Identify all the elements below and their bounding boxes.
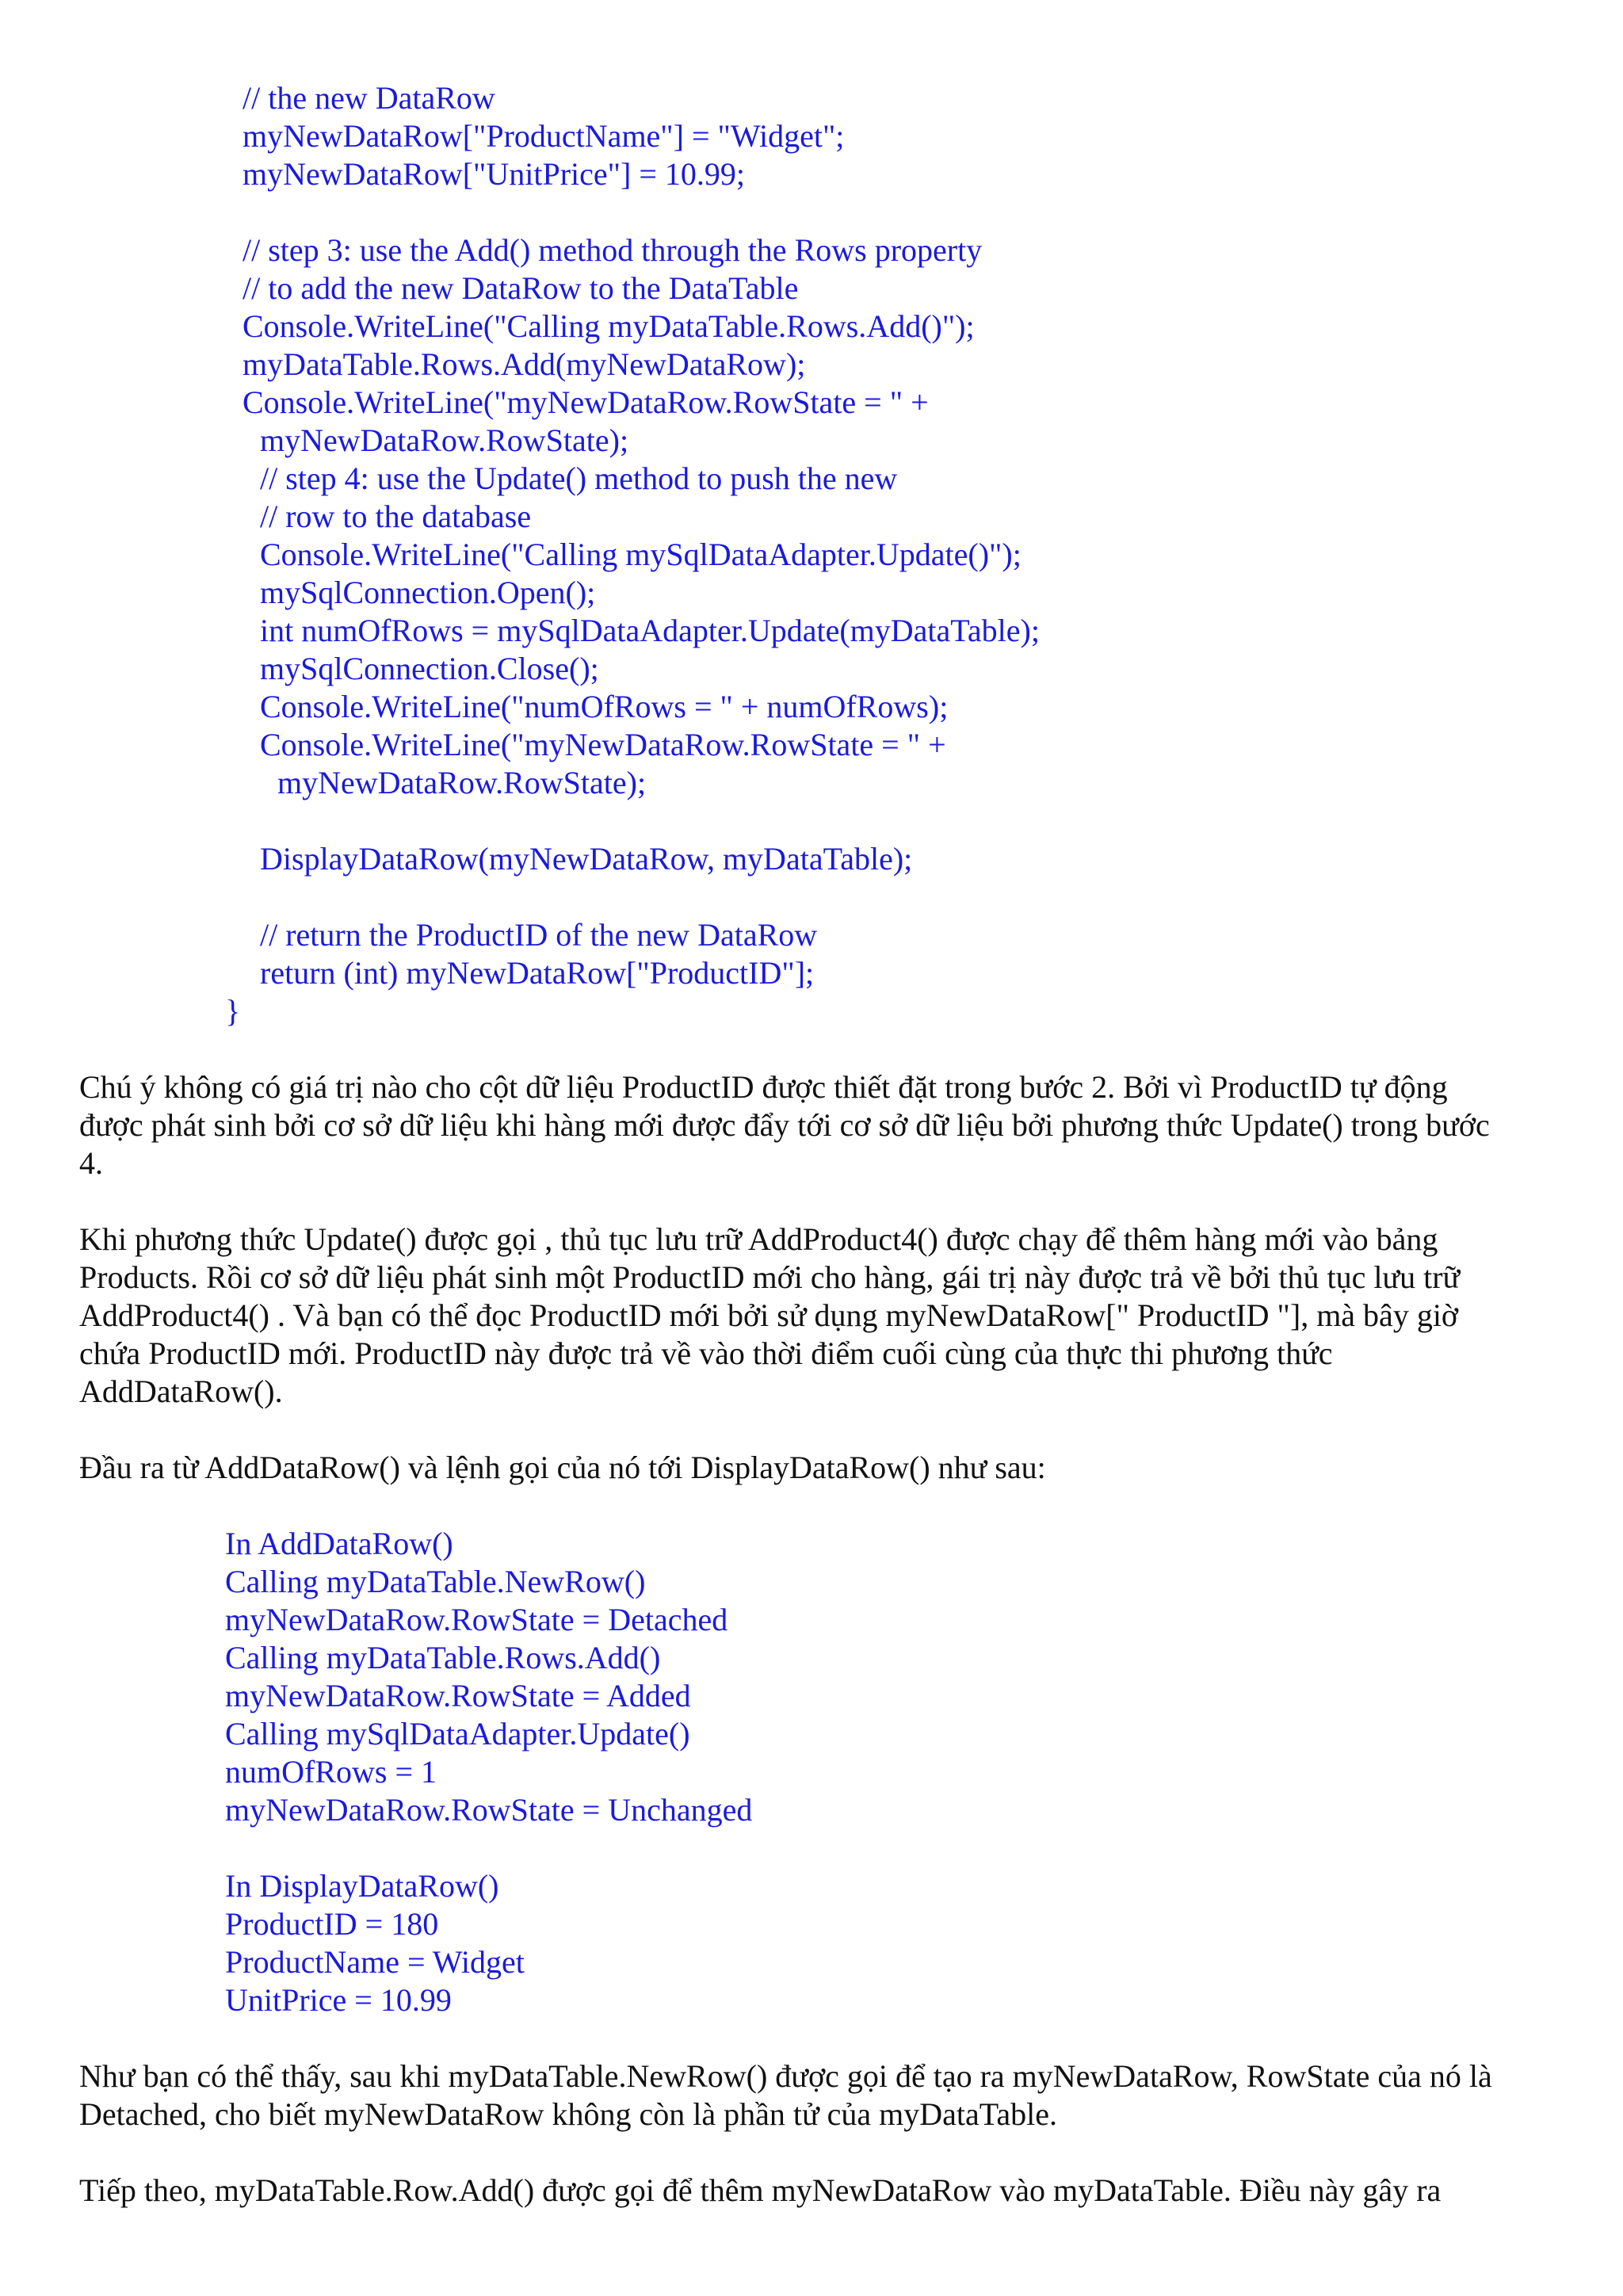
code-line: Console.WriteLine("Calling myDataTable.Rows.Add()"); xyxy=(242,308,975,344)
code-line: // to add the new DataRow to the DataTable xyxy=(242,270,799,306)
text-line: Như bạn có thể thấy, sau khi myDataTable.NewRow() được gọi để tạo ra myNewDataRow, RowState của nó là xyxy=(79,2058,1492,2094)
code-line: // the new DataRow xyxy=(242,80,495,116)
text-line: AddProduct4() . Và bạn có thể đọc ProductID mới bởi sử dụng myNewDataRow[" ProductID "], mà bây giờ xyxy=(79,1297,1459,1333)
text-line: Khi phương thức Update() được gọi , thủ tục lưu trữ AddProduct4() được chạy để thêm hàng mới vào bảng xyxy=(79,1221,1438,1257)
code-line: // return the ProductID of the new DataRow xyxy=(260,917,818,953)
code-line: myNewDataRow["UnitPrice"] = 10.99; xyxy=(242,156,745,192)
output-line: In AddDataRow() xyxy=(225,1526,453,1561)
code-line: } xyxy=(225,993,241,1029)
text-line: 4. xyxy=(79,1145,103,1181)
code-line: DisplayDataRow(myNewDataRow, myDataTable); xyxy=(260,841,913,877)
output-line: UnitPrice = 10.99 xyxy=(225,1982,452,2018)
output-line: In DisplayDataRow() xyxy=(225,1868,499,1904)
code-line: // step 4: use the Update() method to push the new xyxy=(260,460,898,496)
code-line: mySqlConnection.Open(); xyxy=(260,575,596,610)
code-line: Console.WriteLine("myNewDataRow.RowState = " + xyxy=(242,384,929,420)
output-line: ProductName = Widget xyxy=(225,1944,525,1980)
code-line: mySqlConnection.Close(); xyxy=(260,651,599,686)
code-line: // step 3: use the Add() method through the Rows property xyxy=(242,232,983,268)
text-line: Detached, cho biết myNewDataRow không còn là phần tử của myDataTable. xyxy=(79,2096,1058,2132)
output-line: Calling myDataTable.Rows.Add() xyxy=(225,1640,661,1675)
output-line: myNewDataRow.RowState = Added xyxy=(225,1678,691,1713)
code-line: return (int) myNewDataRow["ProductID"]; xyxy=(260,955,815,991)
text-line: Chú ý không có giá trị nào cho cột dữ liệu ProductID được thiết đặt trong bước 2. Bởi vì ProductID tự động xyxy=(79,1069,1448,1105)
text-line: Tiếp theo, myDataTable.Row.Add() được gọi để thêm myNewDataRow vào myDataTable. Điều này gây ra xyxy=(79,2172,1442,2208)
text-line: AddDataRow(). xyxy=(79,1373,283,1409)
code-line: Console.WriteLine("myNewDataRow.RowState = " + xyxy=(260,727,946,762)
code-line: myNewDataRow.RowState); xyxy=(260,422,629,458)
code-line: Console.WriteLine("Calling mySqlDataAdapter.Update()"); xyxy=(260,537,1022,572)
output-line: Calling myDataTable.NewRow() xyxy=(225,1564,646,1599)
text-line: Đầu ra từ AddDataRow() và lệnh gọi của nó tới DisplayDataRow() như sau: xyxy=(79,1450,1046,1485)
output-line: myNewDataRow.RowState = Unchanged xyxy=(225,1792,753,1828)
output-line: myNewDataRow.RowState = Detached xyxy=(225,1602,728,1637)
code-line: Console.WriteLine("numOfRows = " + numOfRows); xyxy=(260,689,949,724)
text-line: Products. Rồi cơ sở dữ liệu phát sinh một ProductID mới cho hàng, gái trị này được trả về bởi thủ tục lưu trữ xyxy=(79,1259,1461,1295)
code-line: // row to the database xyxy=(260,499,532,534)
text-line: chứa ProductID mới. ProductID này được trả về vào thời điểm cuối cùng của thực thi phương thức xyxy=(79,1335,1333,1371)
code-line: int numOfRows = mySqlDataAdapter.Update(myDataTable); xyxy=(260,613,1040,648)
code-line: myNewDataRow.RowState); xyxy=(277,765,647,800)
output-line: Calling mySqlDataAdapter.Update() xyxy=(225,1716,690,1752)
code-line: myNewDataRow["ProductName"] = "Widget"; xyxy=(242,118,845,154)
text-line: được phát sinh bởi cơ sở dữ liệu khi hàng mới được đẩy tới cơ sở dữ liệu bởi phương thức Update() trong bước xyxy=(79,1107,1490,1143)
output-line: numOfRows = 1 xyxy=(225,1754,437,1790)
code-line: myDataTable.Rows.Add(myNewDataRow); xyxy=(242,346,806,382)
output-line: ProductID = 180 xyxy=(225,1906,439,1942)
